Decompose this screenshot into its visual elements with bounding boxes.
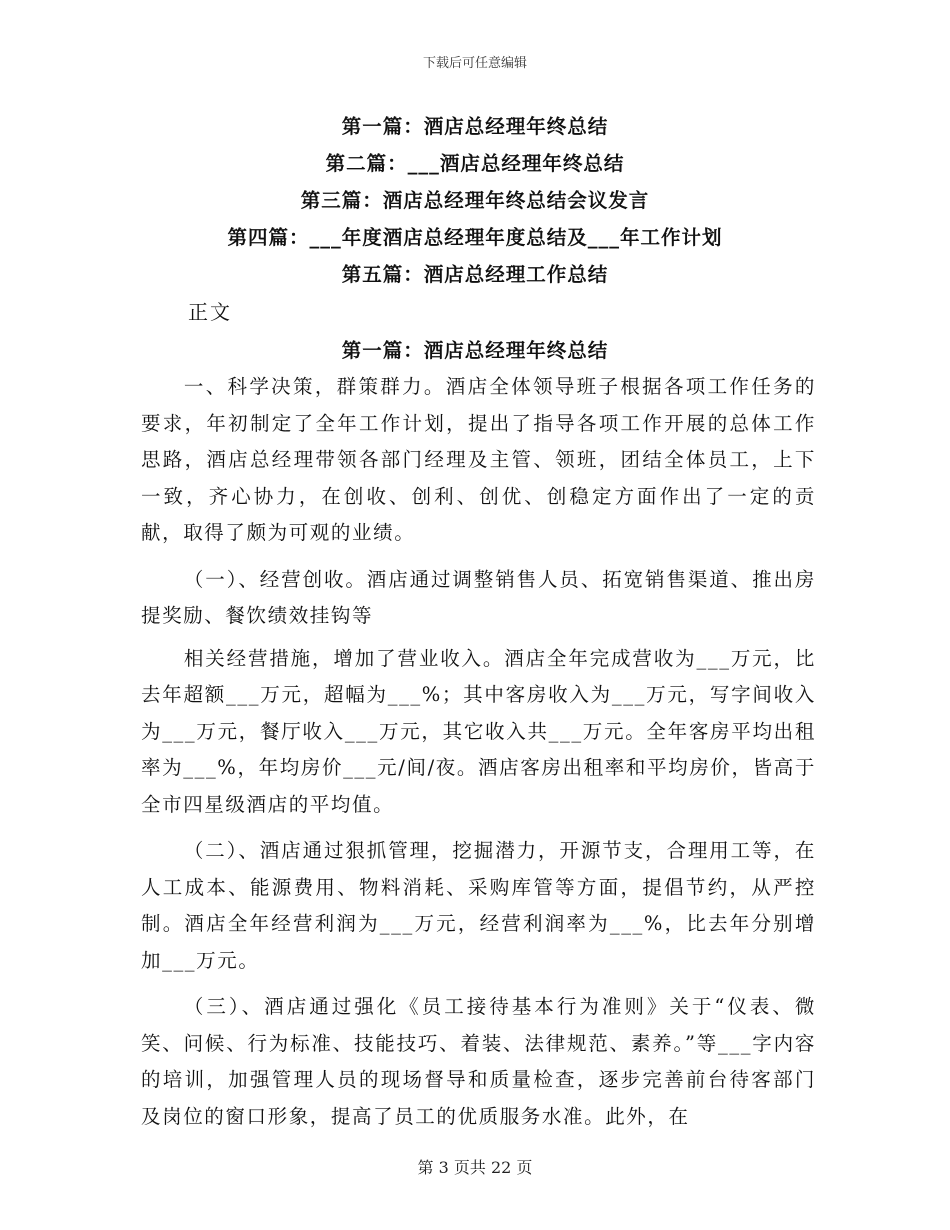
document-body	[141, 369, 816, 1135]
title-list	[0, 112, 950, 297]
title-2: 第二篇：___酒店总经理年终总结	[325, 152, 625, 175]
paragraph-5: （三）、酒店通过强化《员工接待基本行为准则》关于“仪表、微笑、问候、行为标准、技能技巧、着装、法律规范、素养。”等___字内容的培训，加强管理人员的现场督导和质量检查，逐步完善前台待客部门及岗位的窗口形象，提高了员工的优质服务水准。此外，在	[141, 995, 816, 1128]
title-4: 第四篇：___年度酒店总经理年度总结及___年工作计划	[227, 226, 723, 249]
paragraph-4: （二）、酒店通过狠抓管理，挖掘潜力，开源节支，合理用工等，在人工成本、能源费用、物料消耗、采购库管等方面，提倡节约，从严控制。酒店全年经营利润为___万元，经营利润率为___%，比去年分别增加___万元。	[141, 839, 816, 972]
paragraph-3: 相关经营措施，增加了营业收入。酒店全年完成营收为___万元，比去年超额___万元，超幅为___%；其中客房收入为___万元，写字间收入为___万元，餐厅收入___万元，其它收入共___万元。全年客房平均出租率为___%，年均房价___元/间/夜。酒店客房出租率和平均房价，皆高于全市四星级酒店的平均值。	[141, 646, 816, 816]
body-label: 正文	[188, 300, 232, 324]
title-5: 第五篇：酒店总经理工作总结	[341, 263, 609, 286]
paragraph-2: （一）、经营创收。酒店通过调整销售人员、拓宽销售渠道、推出房提奖励、餐饮绩效挂钩等	[141, 567, 816, 627]
title-1: 第一篇：酒店总经理年终总结	[341, 115, 609, 138]
page-number: 第 3 页共 22 页	[417, 1158, 533, 1177]
title-3: 第三篇：酒店总经理年终总结会议发言	[300, 189, 650, 212]
page-header: 下载后可任意编辑	[422, 56, 527, 71]
section-title: 第一篇：酒店总经理年终总结	[341, 339, 609, 362]
paragraph-1: 一、科学决策，群策群力。酒店全体领导班子根据各项工作任务的要求，年初制定了全年工作计划，提出了指导各项工作开展的总体工作思路，酒店总经理带领各部门经理及主管、领班，团结全体员工，上下一致，齐心协力，在创收、创利、创优、创稳定方面作出了一定的贡献，取得了颇为可观的业绩。	[141, 375, 816, 544]
